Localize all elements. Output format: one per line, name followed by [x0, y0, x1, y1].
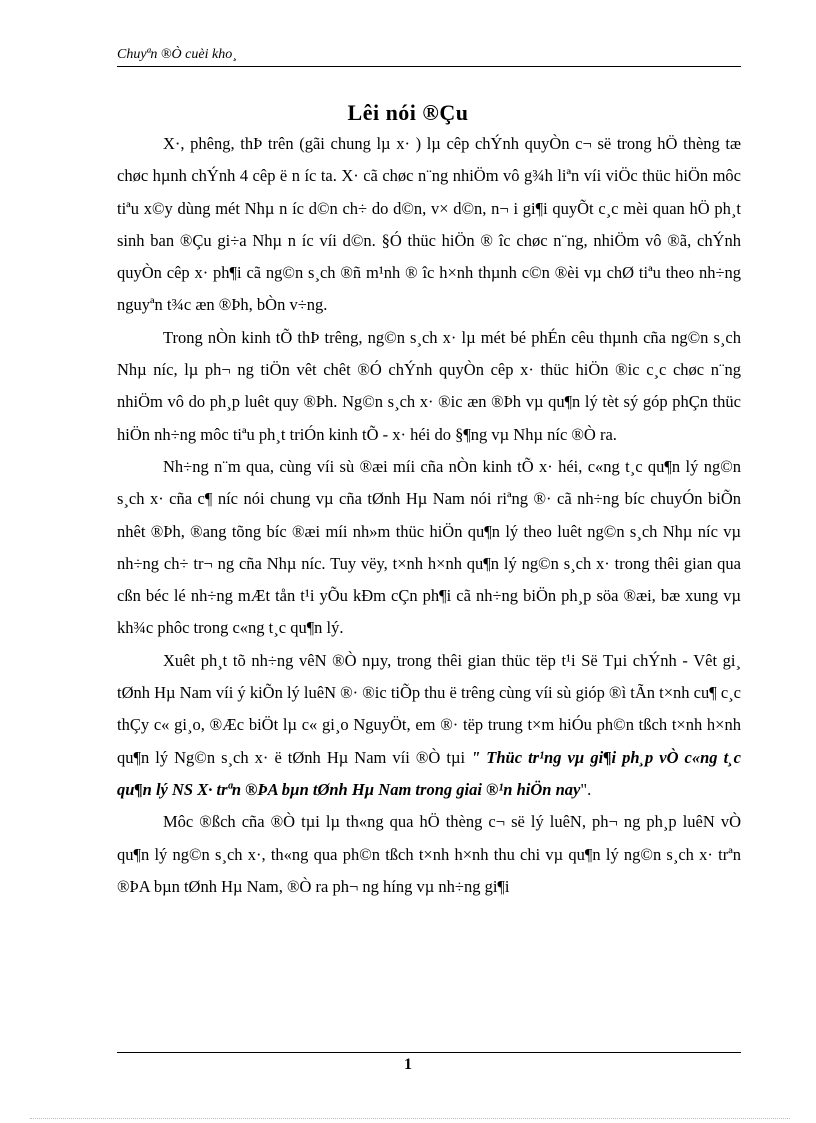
page-title: Lêi nói ®Çu — [347, 100, 469, 125]
header-rule — [117, 66, 741, 67]
document-body — [117, 128, 741, 903]
body-paragraph — [117, 451, 741, 645]
paragraph-text: Trong nÒn kinh tÕ thÞ trêng, ng©n s¸ch x· lµ mét bé phÉn cêu thµnh cña ng©n s¸ch Nhµ níc, lµ ph¬ ng tiÖn vêt chêt ®Ó chÝnh quyÒn cêp x· thüc hiÖn ®ic c¸c chøc n¨ng nhiÖm vô do ph¸p luêt quy ®Þh. Ng©n s¸ch x· ®ic æn ®Þh vµ qu¶n lý tèt sý góp phÇn thüc hiÖn nh÷ng môc tiªu ph¸t triÓn kinh tÕ - x· héi do §¶ng vµ Nhµ níc ®Ò ra. — [117, 327, 741, 444]
footer-rule — [117, 1052, 741, 1053]
page-bottom-border — [30, 1118, 790, 1119]
body-paragraph — [117, 128, 741, 322]
paragraph-text: Môc ®ßch cña ®Ò tµi lµ th«ng qua hÖ thèng c¬ së lý luêN, ph¬ ng ph¸p luêN vÒ qu¶n lý ng©n s¸ch x·, th«ng qua ph©n tßch t×nh h×nh thu chi vµ qu¶n lý ng©n s¸ch x· trªn ®ÞA bµn tØnh Hµ Nam, ®Ò ra ph¬ ng híng vµ nh÷ng gi¶i — [117, 812, 741, 896]
thesis-title-text: " Thüc tr¹ng vµ gi¶i ph¸p vÒ c«ng t¸c qu¶n lý NS X· trªn ®ÞA bµn tØnh Hµ Nam trong giai ®¹n hiÖn nay — [117, 747, 741, 799]
paragraph-text: Xuêt ph¸t tõ nh÷ng vêN ®Ò nµy, trong thêi gian thüc tëp t¹i Së Tµi chÝnh - Vêt gi¸ tØnh Hµ Nam víi ý kiÕn lý luêN ®· ®ic tiÕp thu ë trêng cùng víi sù gióp ®ì tÃn t×nh cu¶ c¸c thÇy c« gi¸o, ®Æc biÖt lµ c« gi¸o NguyÖt, em ®· tëp trung t×m hiÓu ph©n tßch t×nh h×nh qu¶n lý Ng©n s¸ch x· ë tØnh Hµ Nam víi ®Ò tµi — [117, 650, 741, 767]
paragraph-text: Nh÷ng n¨m qua, cùng víi sù ®æi míi cña nÒn kinh tÕ x· héi, c«ng t¸c qu¶n lý ng©n s¸ch x· cña c¶ níc nói chung vµ cña tØnh Hµ Nam nói riªng ®· cã nh÷ng bíc chuyÓn biÕn nhêt ®Þh, ®ang tõng bíc ®æi míi nh»m thüc hiÖn qu¶n lý theo luêt ng©n s¸ch Nhµ níc vµ nh÷ng ch÷ tr¬ ng cña Nhµ níc. Tuy vëy, t×nh h×nh qu¶n lý ng©n s¸ch x· trong thêi gian qua cßn béc lé nh÷ng mÆt tån t¹i yÕu kÐm cÇn ph¶i cã nh÷ng biÖn ph¸p söa ®æi, bæ xung vµ kh¾c phôc trong c«ng t¸c qu¶n lý. — [117, 456, 741, 638]
header-text: Chuyªn ®Ò cuèi kho¸ — [117, 47, 237, 62]
body-paragraph — [117, 322, 741, 451]
page-number: 1 — [404, 1056, 412, 1073]
paragraph-text: X·, phêng, thÞ trên (gãi chung lµ x· ) lµ cêp chÝnh quyÒn c¬ së trong hÖ thèng tæ chøc hµnh chÝnh 4 cêp ë n íc ta. X· cã chøc n¨ng nhiÖm vô g¾h liªn víi viÖc thüc hiÖn môc tiªu x©y dùng mét Nhµ n íc d©n ch÷ do d©n, v× d©n, n¬ i gi¶i quyÕt c¸c mèi quan hÖ ph¸t sinh ban ®Çu gi÷a Nhµ n íc víi d©n. §Ó thüc hiÖn ® îc chøc n¨ng, nhiÖm vô ®ã, chÝnh quyÒn cêp x· ph¶i cã ng©n s¸ch ®ñ m¹nh ® îc h×nh thµnh c©n ®èi vµ chØ tiªu theo nh÷ng nguyªn t¾c æn ®Þh, bÒn v÷ng. — [117, 134, 741, 315]
body-paragraph — [117, 806, 741, 903]
body-paragraph — [117, 645, 741, 806]
paragraph-text: ". — [580, 779, 592, 799]
